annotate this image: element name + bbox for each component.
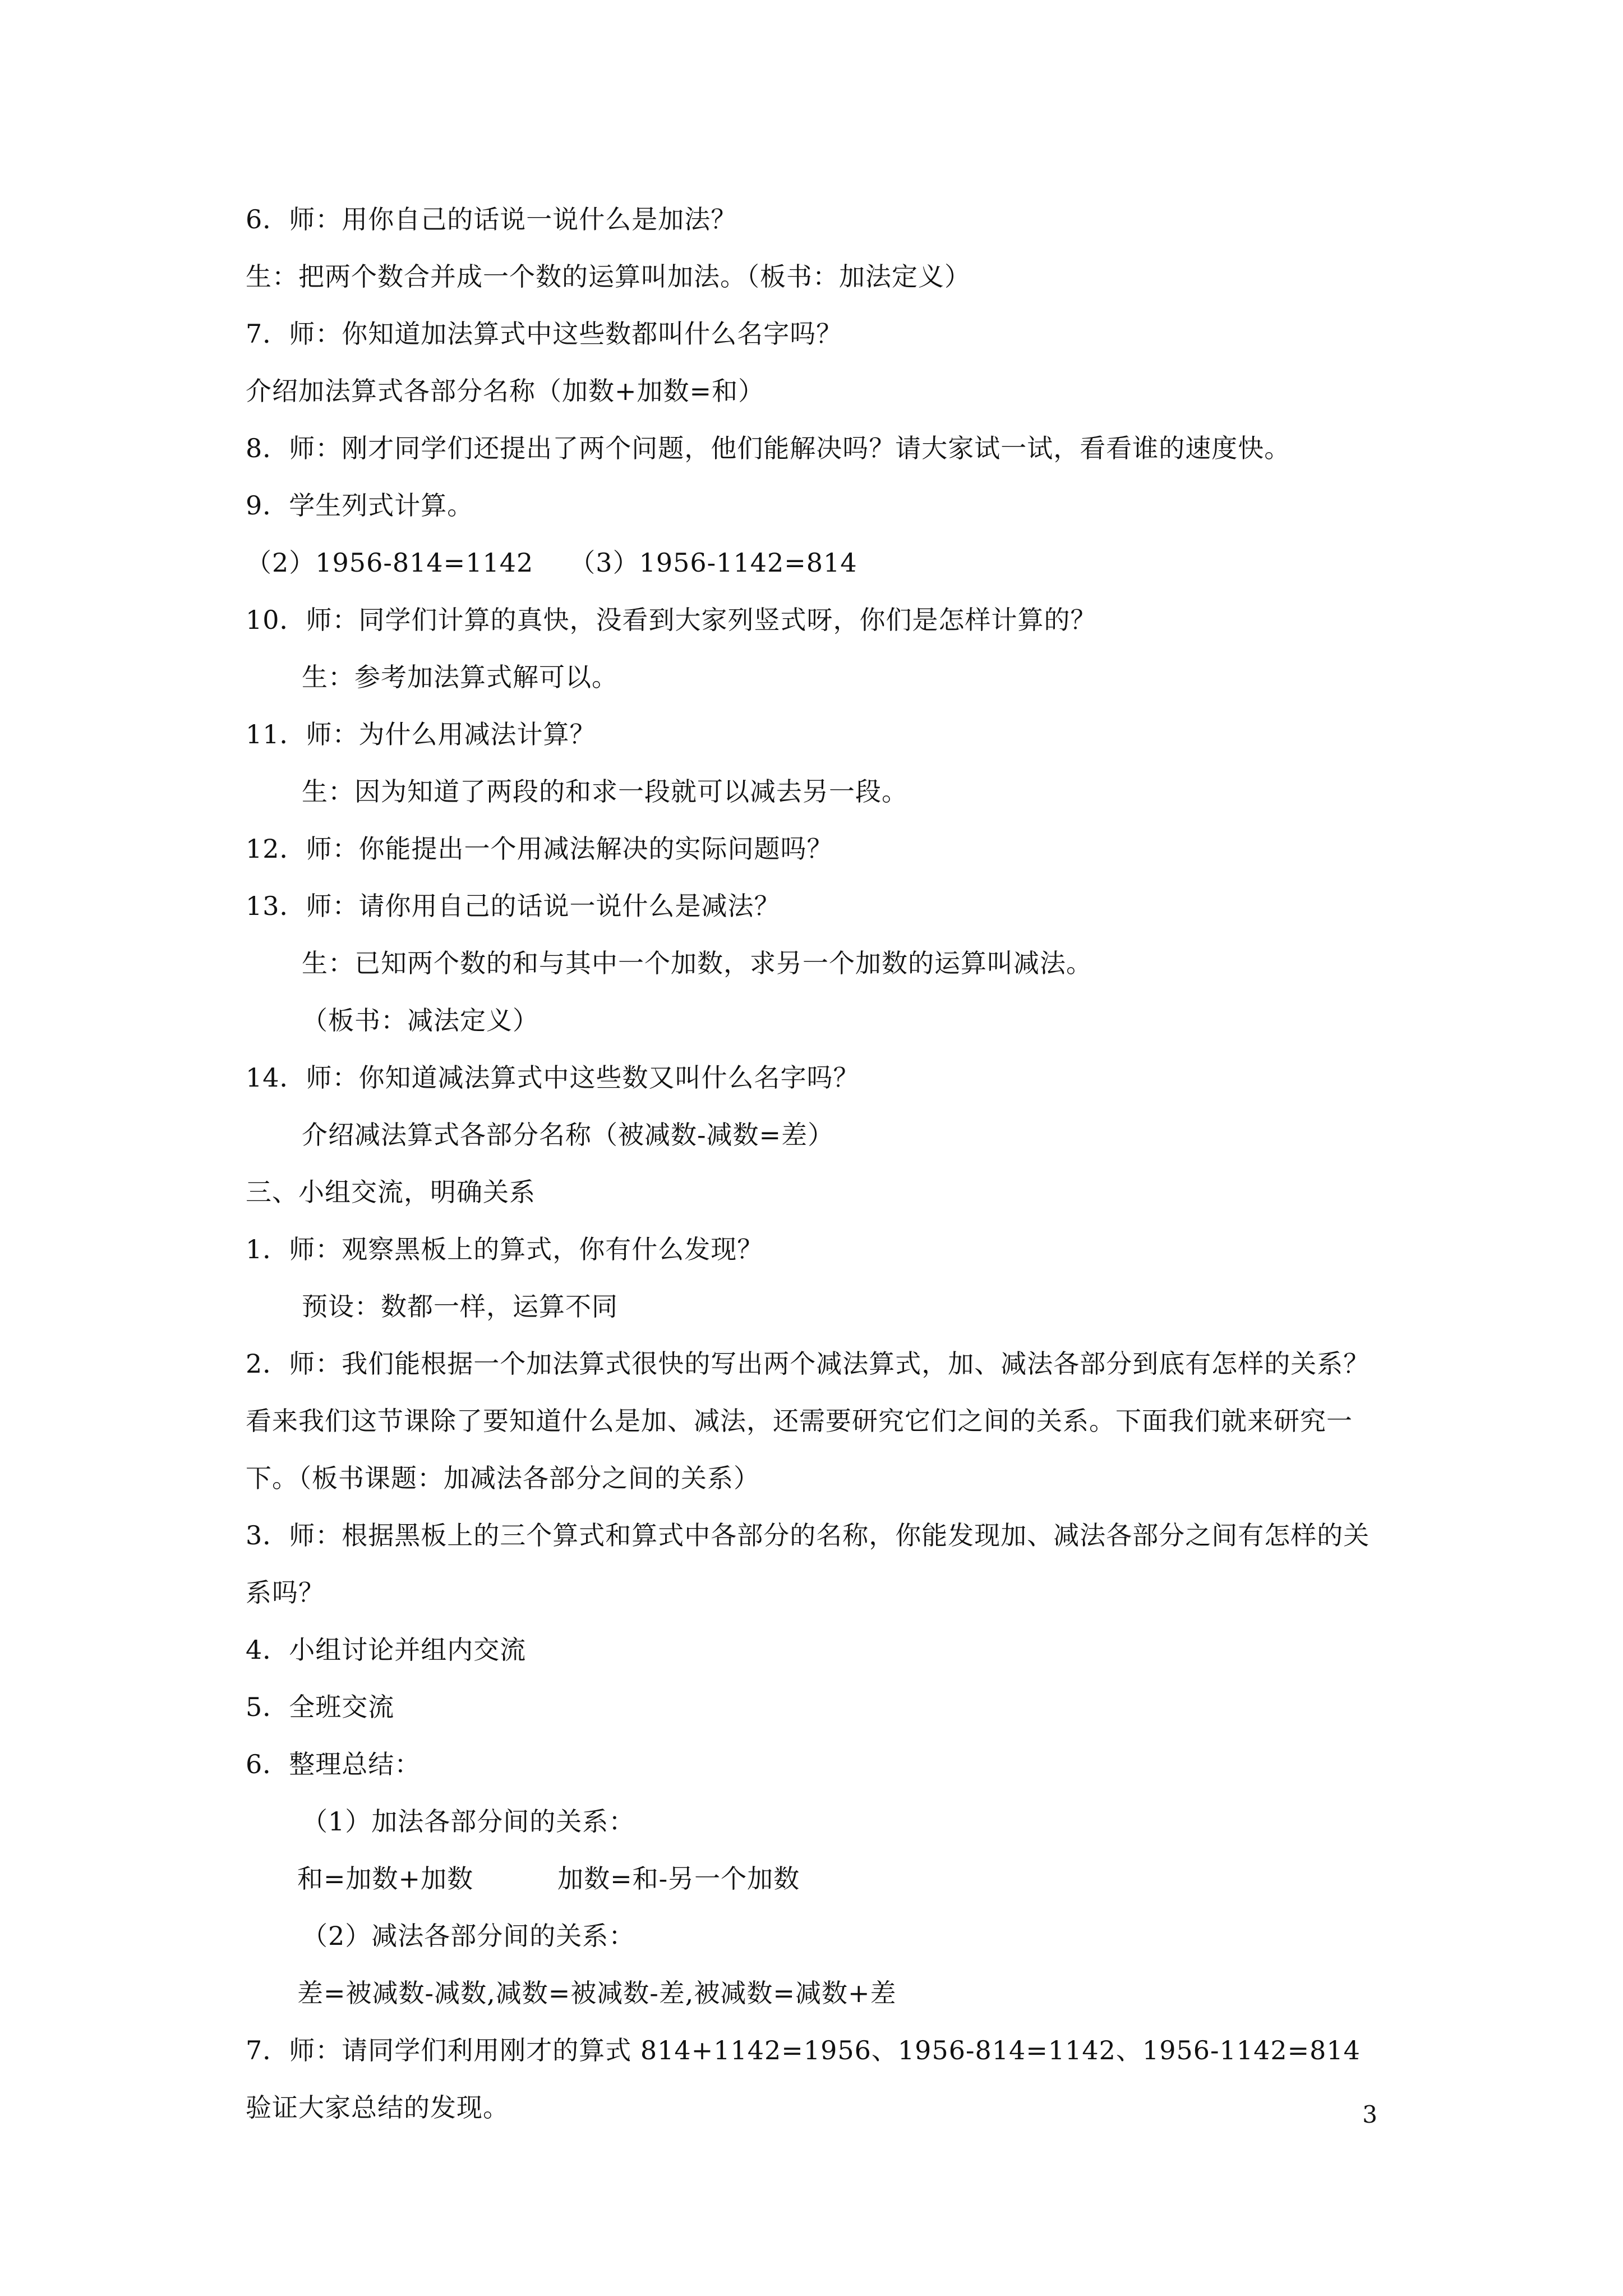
formula-2: （2）1956-814=1142 — [246, 547, 534, 578]
paragraph: 8．师：刚才同学们还提出了两个问题，他们能解决吗？请大家试一试，看看谁的速度快。 — [246, 433, 1291, 463]
paragraph: 生：因为知道了两段的和求一段就可以减去另一段。 — [302, 776, 908, 807]
paragraph: 7．师：你知道加法算式中这些数都叫什么名字吗？ — [246, 319, 843, 349]
paragraph: （板书：减法定义） — [302, 1005, 539, 1036]
paragraph: 生：参考加法算式解可以。 — [302, 662, 618, 692]
paragraph: 10．师：同学们计算的真快，没看到大家列竖式呀，你们是怎样计算的？ — [246, 605, 1097, 635]
document-body — [246, 191, 1395, 2136]
subheading: （1）加法各部分间的关系： — [302, 1806, 635, 1837]
paragraph: 6．整理总结： — [246, 1749, 421, 1779]
paragraph: 预设：数都一样，运算不同 — [302, 1291, 618, 1322]
paragraph: 介绍减法算式各部分名称（被减数-减数=差） — [302, 1120, 834, 1150]
paragraph: 生：把两个数合并成一个数的运算叫加法。（板书：加法定义） — [246, 261, 971, 292]
paragraph: 2．师：我们能根据一个加法算式很快的写出两个减法算式，加、减法各部分到底有怎样的关系？看来我们这节课除了要知道什么是加、减法，还需要研究它们之间的关系。下面我们就来研究一下。（板书课题：加减法各部分之间的关系） — [246, 1349, 1370, 1493]
subheading: （2）减法各部分间的关系： — [302, 1921, 635, 1951]
paragraph: 9．学生列式计算。 — [246, 490, 474, 521]
paragraph: 12．师：你能提出一个用减法解决的实际问题吗？ — [246, 834, 833, 864]
formula-sum: 和=加数+加数 — [297, 1864, 474, 1894]
formula-3: （3）1956-1142=814 — [569, 547, 857, 578]
paragraph: 3．师：根据黑板上的三个算式和算式中各部分的名称，你能发现加、减法各部分之间有怎样的关系吗？ — [246, 1520, 1370, 1608]
section-heading: 三、小组交流，明确关系 — [246, 1177, 536, 1207]
paragraph: 7．师：请同学们利用刚才的算式 814+1142=1956、1956-814=1142、1956-1142=814 验证大家总结的发现。 — [246, 2035, 1361, 2123]
formula-line: 差=被减数-减数,减数=被减数-差,被减数=减数+差 — [297, 1978, 897, 2008]
page-number: 3 — [1362, 2101, 1377, 2128]
paragraph: 1．师：观察黑板上的算式，你有什么发现？ — [246, 1234, 764, 1264]
paragraph: 4．小组讨论并组内交流 — [246, 1635, 527, 1665]
paragraph: 生：已知两个数的和与其中一个加数，求另一个加数的运算叫减法。 — [302, 948, 1092, 978]
formula-line — [246, 1850, 1395, 1907]
paragraph: 11．师：为什么用减法计算？ — [246, 719, 596, 749]
formula-addend: 加数=和-另一个加数 — [557, 1864, 800, 1894]
paragraph: 6．师：用你自己的话说一说什么是加法？ — [246, 204, 737, 234]
paragraph: 14．师：你知道减法算式中这些数又叫什么名字吗？ — [246, 1062, 860, 1093]
paragraph: 13．师：请你用自己的话说一说什么是减法？ — [246, 891, 781, 921]
paragraph: 介绍加法算式各部分名称（加数+加数=和） — [246, 376, 765, 406]
paragraph: 5．全班交流 — [246, 1692, 395, 1722]
formula-line — [246, 534, 1395, 591]
